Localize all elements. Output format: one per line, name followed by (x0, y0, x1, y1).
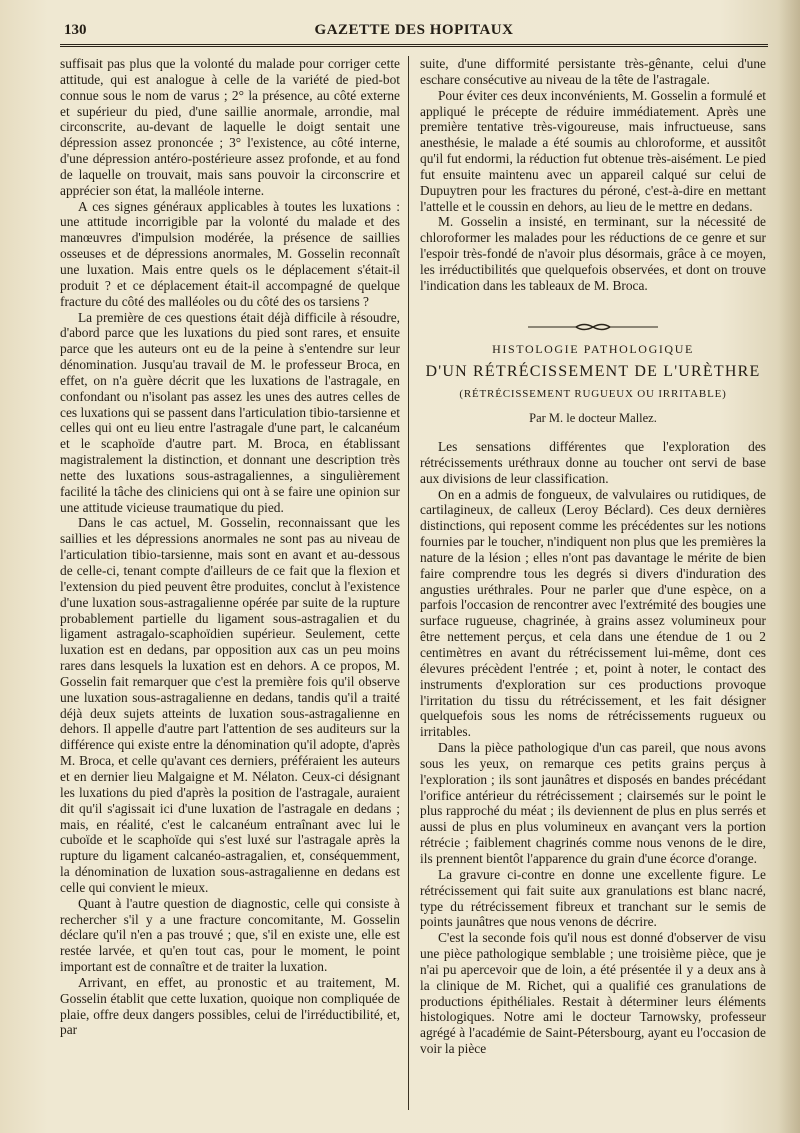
page-number: 130 (64, 22, 87, 38)
paragraph: M. Gosselin a insisté, en terminant, sur la nécessité de chloroformer les malades pour les réductions de ce genre et sur l'espoir très-fondé de n'avoir plus désormais, grâce à ce moyen, les irréductibilités que quelquefois observées, et dont on trouve l'indication dans les tableaux de M. Broca. (420, 214, 766, 293)
paragraph: La gravure ci-contre en donne une excellente figure. Le rétrécissement qui fait suite aux granulations est blanc nacré, type du rétrécissement fibreux et tranchant sur le semis de points jaunâtres que nous venons de décrire. (420, 866, 766, 930)
section-subtitle: (RÉTRÉCISSEMENT RUGUEUX OU IRRITABLE) (459, 388, 727, 401)
section-ornament (528, 322, 658, 332)
page-edge-shadow (778, 0, 800, 1133)
paragraph: Pour éviter ces deux inconvénients, M. Gosselin a formulé et appliqué le précepte de réduire immédiatement. Après une première tentative très-vigoureuse, mais infructueuse, sans anesthésie, le malade a été soumis au chloroforme, et aussitôt qu'il fut endormi, la réduction fut obtenue très-aisément. Le pied fut ensuite maintenu avec un appareil calqué sur celui de Dupuytren pour les fractures du péroné, c'est-à-dire en mettant l'attelle et le coussin en dehors, au lieu de le mettre en dedans. (420, 87, 766, 214)
section-kicker: HISTOLOGIE PATHOLOGIQUE (492, 341, 694, 356)
paragraph: A ces signes généraux applicables à toutes les luxations : une attitude incorrigible par la volonté du malade et des manœuvres d'impulsion modérée, la présence de saillies osseuses et de dépressions anormales, M. Gosselin reconnaît une luxation. Mais entre quels os le déplacement s'était-il produit ? et ce déplacement était-il accompagné de quelque fracture du côté des malléoles ou du côté des os tarsiens ? (60, 198, 400, 309)
paragraph: Dans la pièce pathologique d'un cas pareil, que nous avons sous les yeux, on remarque ces petits grains perçus à l'exploration ; ils sont jaunâtres et disposés en bandes précédant l'orifice antérieur du rétrécissement ; clairsemés sur le point le plus rapproché du méat ; ils deviennent de plus en plus serrés et aussi de plus en plus volumineux en avançant vers la portion rétrécie ; faiblement chagrinés comme nous venons de le dire, ils prennent bientôt l'apparence du grain d'une écorce d'orange. (420, 740, 766, 866)
page-header (60, 22, 768, 44)
ornament-divider-icon (528, 322, 658, 332)
paragraph: Arrivant, en effet, au pronostic et au traitement, M. Gosselin établit que cette luxation, quoique non compliquée de plaie, offre deux dangers possibles, celui de l'irréductibilité, et, par (60, 974, 400, 1038)
column-divider (408, 56, 409, 1110)
section-author: Par M. le docteur Mallez. (529, 411, 657, 426)
paragraph: On en a admis de fongueux, de valvulaires ou rutidiques, de cartilagineux, de calleux (Leroy Béclard). Ces deux dernières distinctions, qui reposent comme les précédentes sur les notions fournies par le toucher, n'indiquent non plus que les premières la nature de la lésion ; elles n'ont pas davantage le mérite de bien faire comprendre tous les degrés si divers d'induration des angusties uréthrales. Pour ne parler que d'une espèce, on a parfois l'occasion de rencontrer avec l'extrémité des bougies une surface rugueuse, chagrinée, à grains assez volumineux pour être nettement perçus, et cela dans une étendue de 1 ou 2 centimètres en avant du rétrécissement lui-même, dont ces élevures précèdent l'entrée ; et, point à noter, le contact des instruments d'exploration sur ces productions provoque l'irritation du tissu du rétrécissement, et les fait désigner quelquefois sous les noms de rétrécissements rugueux ou irritables. (420, 486, 766, 740)
paragraph: Dans le cas actuel, M. Gosselin, reconnaissant que les saillies et les dépressions anormales ne sont pas au niveau de l'articulation tibio-tarsienne, mais sont en avant et au-dessous de celle-ci, tenant compte d'ailleurs de ce fait que la flexion et l'extension du pied peuvent être produites, conclut à l'existence d'une luxation sous-astragalienne opérée par suite de la rupture probablement partielle du ligament sous-astragalien et du ligament astragalo-scaphoïdien supérieur. Seulement, cette luxation est en dedans, par opposition aux cas un peu moins rares dans lesquels la luxation est en dehors. A ce propos, M. Gosselin fait remarquer que c'est la première fois qu'il observe une luxation sous-astragalienne en dedans, tandis qu'il a traité déjà deux sujets atteints de luxation sous-astragalienne en dehors. Il appelle d'autre part l'attention de ses auditeurs sur la différence qui existe entre la dénomination qu'il adopte, d'après M. Broca, et celle qu'avant ces derniers, préféraient les auteurs et en dernier lieu Malgaigne et M. Nélaton. Ceux-ci désignant les luxations du pied d'après la position de l'astragale, auraient dit qu'il s'agissait ici d'une luxation de l'astragale en dedans ; mais, en réalité, c'est le calcanéum entraînant avec lui le cuboïde et le scaphoïde qui s'est luxé sur l'astragale après la rupture du ligament calcanéo-astragalien, et, conséquemment, la dénomination de luxation sous-astragalienne en dedans est celle qui convient le mieux. (60, 515, 400, 895)
header-rule (60, 44, 768, 47)
paragraph: Quant à l'autre question de diagnostic, celle qui consiste à rechercher s'il y a une fracture concomitante, M. Gosselin déclare qu'il n'en a pas trouvé ; que, s'il en existe une, elle est restée larvée, et qu'en tout cas, pour le moment, le point important est de connaître et de traiter la luxation. (60, 895, 400, 975)
left-column (60, 56, 400, 1038)
journal-title: GAZETTE DES HOPITAUX (314, 22, 514, 38)
paragraph: suffisait pas plus que la volonté du malade pour corriger cette attitude, qui est analogue à celle de la variété de pied-bot connue sous le nom de varus ; 2° la présence, au côté externe et supérieur du pied, d'une saillie anormale, arrondie, mal circonscrite, au-devant de laquelle le doigt sentait une dépression assez prononcée ; 3° l'existence, au côté interne, d'une dépression antéro-postérieure assez profonde, et au fond de laquelle on trouvait, mais sans pouvoir la circonscrire et apprécier son état, la malléole interne. (60, 56, 400, 198)
paragraph: Les sensations différentes que l'exploration des rétrécissements uréthraux donne au toucher ont servi de base aux divisions de leur classification. (420, 439, 766, 486)
paragraph: La première de ces questions était déjà difficile à résoudre, d'abord parce que les luxations du pied sont rares, et ensuite parce que les auteurs ont eu de la peine à s'entendre sur leur dénomination. Jusqu'au travail de M. le professeur Broca, en effet, on n'a guère décrit que les luxations de l'astragale, en confondant ou n'isolant pas assez les unes des autres celles de ces luxations qui se passent dans l'articulation tibio-tarsienne et celles qui ont eu lieu entre l'astragale d'une part, le calcanéum et le scaphoïde d'autre part. M. Broca, en établissant magistralement la distinction, et donnant une description très nette des luxations sous-astragaliennes, a singulièrement facilité la tâche des cliniciens qui ont à se faire une opinion sur une attitude vicieuse traumatique du pied. (60, 309, 400, 515)
paragraph: C'est la seconde fois qu'il nous est donné d'observer de visu une pièce pathologique semblable ; une troisième pièce, que je n'ai pu apercevoir que de loin, a été présentée il y a deux ans à la clinique de M. Richet, qui a qualifié ces granulations de productions épithéliales. Restait à déterminer leurs éléments histologiques. Notre ami le docteur Tarnowsky, professeur agrégé à l'académie de Saint-Pétersbourg, ayant eu l'occasion de voir la pièce (420, 930, 766, 1057)
paragraph: suite, d'une difformité persistante très-gênante, celui d'une eschare consécutive au niveau de la tête de l'astragale. (420, 56, 766, 87)
right-column (420, 56, 766, 1057)
section-title: D'UN RÉTRÉCISSEMENT DE L'URÈTHRE (425, 362, 761, 380)
